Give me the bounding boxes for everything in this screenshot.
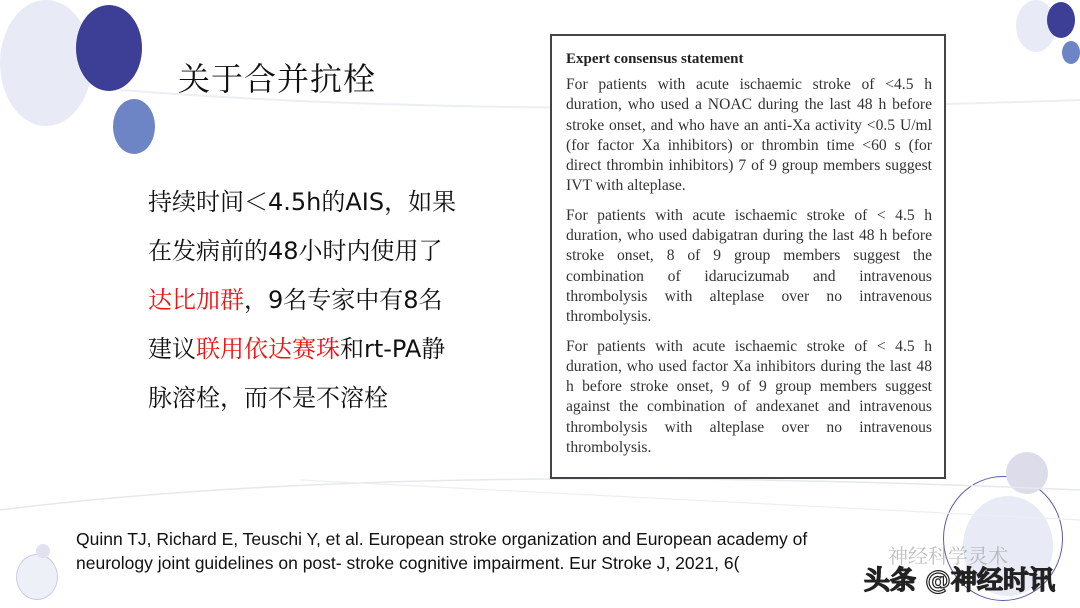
slide-title: 关于合并抗栓	[178, 60, 377, 98]
body-text: 和rt-PA静	[340, 335, 446, 363]
watermark-faint: 神经科学灵术	[888, 544, 1008, 568]
body-line: 在发病前的48小时内使用了	[148, 237, 443, 265]
consensus-statement-box	[550, 34, 946, 479]
consensus-paragraph: For patients with acute ischaemic stroke of < 4.5 h duration, who used factor Xa inhibitors during the last 48 h before stroke onset, 9 of 9 group members suggest against the combination of andexanet and intravenous thrombolysis with alteplase over no intravenous thrombolysis.	[566, 337, 932, 457]
body-line: 持续时间＜4.5h的AIS，如果	[148, 188, 457, 216]
consensus-heading: Expert consensus statement	[566, 51, 744, 67]
consensus-paragraph: For patients with acute ischaemic stroke of < 4.5 h duration, who used dabigatran during the last 48 h before stroke onset, 8 of 9 group members suggest the combination of idarucizumab and intravenous thrombolysis with alteplase over no intravenous thrombolysis.	[566, 206, 932, 326]
citation	[76, 527, 807, 575]
watermark-main: 头条 @神经时讯	[864, 566, 1056, 596]
body-line: 脉溶栓，而不是不溶栓	[148, 384, 388, 412]
citation-line: neurology joint guidelines on post- stroke cognitive impairment. Eur Stroke J, 2021, 6(	[76, 553, 740, 573]
body-text: 建议	[148, 335, 196, 363]
highlight-drug: 联用依达赛珠	[196, 335, 340, 363]
slide-body-text	[148, 178, 508, 423]
citation-line: Quinn TJ, Richard E, Teuschi Y, et al. European stroke organization and European academy of	[76, 529, 808, 549]
body-line	[148, 325, 508, 374]
body-line	[148, 276, 508, 325]
highlight-drug: 达比加群	[148, 286, 244, 314]
body-text: ，9名专家中有8名	[244, 286, 443, 314]
consensus-paragraph: For patients with acute ischaemic stroke of <4.5 h duration, who used a NOAC during the last 48 h before stroke onset, and who have an anti-Xa activity <0.5 U/ml (for factor Xa inhibitors) or thrombin time <60 s (for direct thrombin inhibitors) 7 of 9 group members suggest IVT with alteplase.	[566, 76, 932, 195]
